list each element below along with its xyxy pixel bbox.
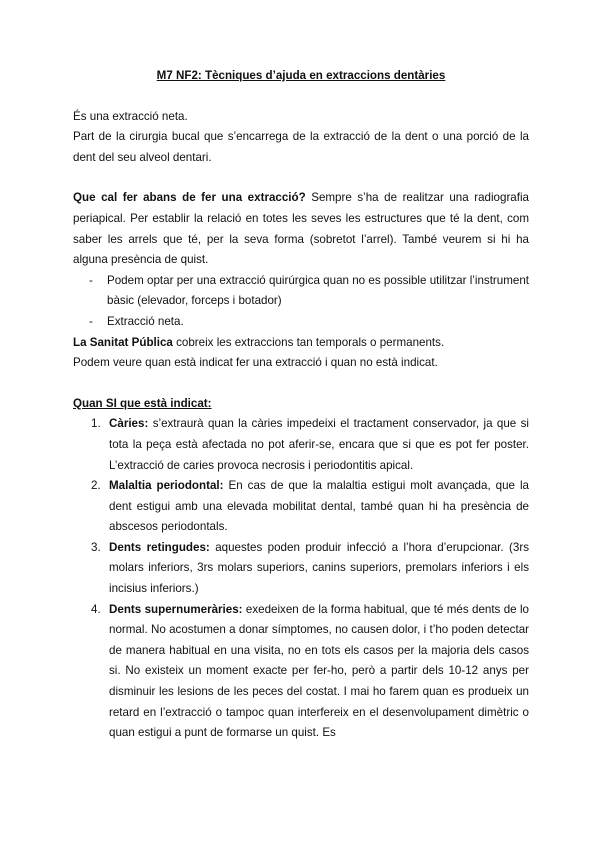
page-title: M7 NF2: Tècniques d’ajuda en extraccions dentàries: [156, 69, 446, 82]
item-body: s’extraurà quan la càries impedeixi el tractament conservador, ja que si tota la peça està afectada no pot aferir-se, encara que si que es pot fer poster. L’extracció de caries provoca necrosis i periodontitis apical.: [109, 417, 529, 472]
section-title: Quan SI que està indicat:: [73, 396, 212, 410]
question-text: Sempre s’ha de realitzar una radiografia periapical. Per establir la relació en totes les seves les estructures que té la dent, com saber les arrels que té, per la seva forma (sobretot l’arrel). També veurem si hi ha alguna presència de quist.: [73, 191, 530, 267]
item-label: Càries:: [109, 417, 149, 431]
list-item: [73, 600, 529, 744]
indicat-line: Podem veure quan està indicat fer una extracció i quan no està indicat.: [73, 356, 438, 370]
intro-line-1: És una extracció neta.: [73, 109, 188, 123]
item-text: [109, 414, 529, 476]
spacer: [73, 374, 529, 394]
item-number: 1.: [91, 417, 101, 431]
list-item: [73, 476, 529, 538]
dash-marker: -: [89, 273, 93, 287]
item-text: [109, 538, 529, 600]
bullet-item: [73, 271, 529, 312]
sanitat-label: La Sanitat Pública: [73, 335, 173, 349]
question-paragraph: [73, 188, 529, 270]
spacer: [73, 168, 529, 188]
bullet-text: Podem optar per una extracció quirúrgica quan no es possible utilitzar l’instrument bàsic (elevador, forceps i botador): [107, 273, 529, 308]
item-number: 2.: [91, 479, 101, 493]
item-body: En cas de que la malaltia estigui molt avançada, que la dent estigui amb una elevada mobilitat dental, també quan hi ha presència de abscesos periodontals.: [109, 479, 530, 534]
bullet-item: [73, 312, 529, 333]
list-item: [73, 538, 529, 600]
item-text: [109, 600, 529, 744]
document-content: [73, 66, 529, 744]
sanitat-text: cobreix les extraccions tan temporals o permanents.: [172, 335, 445, 349]
item-text: [109, 476, 529, 538]
intro-line-2: Part de la cirurgia bucal que s’encarrega de la extracció de la dent o una porció de la dent del seu alveol dentari.: [73, 130, 529, 164]
item-label: Dents retingudes:: [109, 540, 210, 554]
sanitat-paragraph: [73, 333, 529, 354]
dash-marker: -: [89, 314, 93, 328]
item-label: Malaltia periodontal:: [109, 479, 224, 493]
item-body: aquestes poden produir infecció a l’hora d’erupcionar. (3rs molars inferiors, 3rs molars superiors, canins superiors, premolars inferiors i els incisius inferiors.): [109, 540, 529, 596]
question-label: Que cal fer abans de fer una extracció?: [73, 191, 306, 205]
list-item: [73, 414, 529, 476]
item-body: exedeixen de la forma habitual, que té més dents de lo normal. No acostumen a donar símptomes, no causen dolor, i t’ho poden detectar de manera habitual en una visita, no en tots els casos per la majoria dels casos si. No existeix un moment exacte per fer-ho, però a partir dels 10-12 anys per disminuir les lesions de les peces del costat. I mai ho farem quan es produeix un retard en l’extracció o tampoc quan interfereix en el desenvolupament dimètric o quan estigui a punt de formarse un quist. Es: [109, 602, 530, 740]
item-number: 3.: [91, 540, 101, 554]
item-number: 4.: [91, 602, 101, 616]
bullet-text: Extracció neta.: [107, 314, 184, 328]
item-label: Dents supernumeràries:: [109, 602, 243, 616]
